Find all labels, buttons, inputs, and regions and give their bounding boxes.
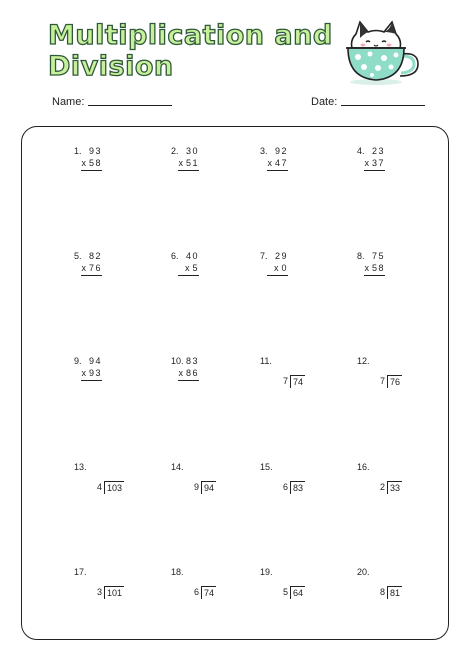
multiply-sign: x [178, 368, 183, 378]
problem-number: 7. [260, 251, 268, 261]
name-label: Name: [52, 96, 85, 108]
title-line-1: Multiplication and [48, 20, 333, 51]
multiplicand: 30 [185, 146, 199, 156]
multiply-sign: x [364, 158, 369, 168]
problem-number: 2. [171, 146, 179, 156]
problem-number: 20. [357, 567, 370, 577]
dividend: 101 [104, 586, 124, 599]
problem-number: 17. [74, 567, 87, 577]
multiplier-row [364, 158, 385, 171]
multiplicand: 40 [185, 251, 199, 261]
multiplicand: 75 [371, 251, 385, 261]
problem-number: 12. [357, 356, 370, 366]
multiply-sign: x [364, 263, 369, 273]
multiplier: 0 [281, 263, 288, 273]
divisor: 8 [379, 587, 385, 597]
divisor: 7 [379, 376, 385, 386]
divisor: 2 [379, 482, 385, 492]
multiplicand: 82 [88, 251, 102, 261]
multiplier-row [267, 263, 288, 276]
multiplicand: 29 [274, 251, 288, 261]
date-label: Date: [311, 96, 338, 108]
multiplier: 58 [88, 158, 102, 168]
problem-number: 13. [74, 462, 87, 472]
name-field[interactable] [52, 96, 172, 108]
multiplier-row [81, 368, 102, 381]
dividend: 103 [104, 481, 124, 494]
multiplier: 93 [88, 368, 102, 378]
problem-number: 1. [74, 146, 82, 156]
divisor: 6 [282, 482, 288, 492]
multiply-sign: x [81, 158, 86, 168]
multiplier: 58 [371, 263, 385, 273]
date-blank-line[interactable] [341, 105, 425, 106]
multiply-sign: x [273, 263, 279, 273]
multiply-sign: x [81, 263, 86, 273]
problem-number: 3. [260, 146, 268, 156]
multiplier: 5 [192, 263, 199, 273]
worksheet-title [48, 20, 333, 82]
problem-number: 11. [260, 356, 272, 366]
multiplicand: 23 [371, 146, 385, 156]
multiply-sign: x [178, 158, 183, 168]
dividend: 83 [290, 481, 305, 494]
problem-number: 4. [357, 146, 365, 156]
problem-number: 9. [74, 356, 82, 366]
dividend: 94 [201, 481, 216, 494]
multiplier: 51 [185, 158, 199, 168]
divisor: 3 [96, 587, 102, 597]
dividend: 64 [290, 586, 305, 599]
multiplier: 47 [274, 158, 288, 168]
multiplicand: 93 [88, 146, 102, 156]
problem-number: 15. [260, 462, 273, 472]
divisor: 5 [282, 587, 288, 597]
multiply-sign: x [184, 263, 190, 273]
problems-panel [21, 126, 449, 640]
multiplier-row [178, 158, 199, 171]
problem-number: 14. [171, 462, 184, 472]
problem-number: 18. [171, 567, 184, 577]
problem-number: 6. [171, 251, 179, 261]
multiplier-row [178, 263, 199, 276]
divisor: 9 [193, 482, 199, 492]
divisor: 4 [96, 482, 102, 492]
multiplier-row [364, 263, 385, 276]
multiplier-row [178, 368, 199, 381]
cat-in-cup-icon [340, 16, 424, 86]
multiplier: 86 [185, 368, 199, 378]
multiply-sign: x [267, 158, 272, 168]
dividend: 76 [387, 375, 402, 388]
multiplier: 37 [371, 158, 385, 168]
multiplier: 76 [88, 263, 102, 273]
dividend: 74 [290, 375, 305, 388]
multiplier-row [81, 263, 102, 276]
name-blank-line[interactable] [88, 105, 172, 106]
multiplicand: 92 [274, 146, 288, 156]
multiplier-row [81, 158, 102, 171]
problem-number: 16. [357, 462, 370, 472]
dividend: 81 [387, 586, 402, 599]
multiplier-row [267, 158, 288, 171]
dividend: 74 [201, 586, 216, 599]
multiply-sign: x [81, 368, 86, 378]
dividend: 33 [387, 481, 402, 494]
problem-number: 8. [357, 251, 365, 261]
date-field[interactable] [311, 96, 425, 108]
multiplicand: 94 [88, 356, 102, 366]
multiplicand: 83 [185, 356, 199, 366]
problem-number: 19. [260, 567, 273, 577]
problem-number: 5. [74, 251, 82, 261]
title-line-2: Division [48, 51, 174, 82]
problem-number: 10. [171, 356, 184, 366]
divisor: 7 [282, 376, 288, 386]
divisor: 6 [193, 587, 199, 597]
